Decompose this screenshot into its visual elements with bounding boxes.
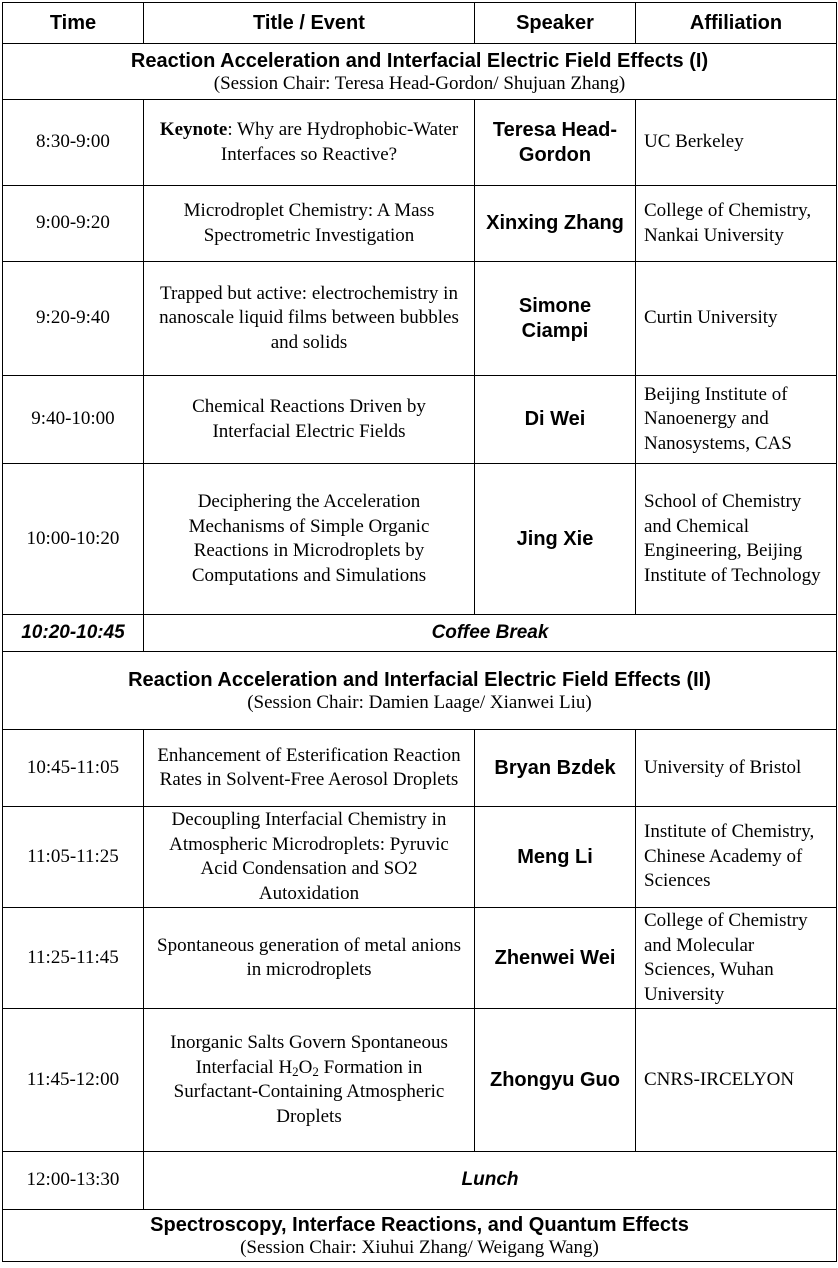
talk-title: Deciphering the Acceleration Mechanisms of Simple Organic Reactions in Microdroplets by Computations and Simulations — [144, 464, 475, 615]
talk-speaker: Xinxing Zhang — [475, 186, 636, 262]
table-row — [3, 807, 837, 908]
talk-affiliation: UC Berkeley — [636, 100, 837, 186]
talk-time: 11:05-11:25 — [3, 807, 144, 908]
talk-speaker: Zhenwei Wei — [475, 908, 636, 1009]
talk-title: Microdroplet Chemistry: A Mass Spectrometric Investigation — [144, 186, 475, 262]
session-title: Spectroscopy, Interface Reactions, and Quantum Effects — [150, 1213, 689, 1236]
talk-title: Trapped but active: electrochemistry in nanoscale liquid films between bubbles and solids — [144, 262, 475, 376]
talk-time: 11:25-11:45 — [3, 908, 144, 1009]
table-row — [3, 908, 837, 1009]
table-row — [3, 186, 837, 262]
talk-affiliation: College of Chemistry and Molecular Sciences, Wuhan University — [636, 908, 837, 1009]
table-row — [3, 1009, 837, 1152]
session-header-row — [3, 652, 837, 730]
talk-speaker: Zhongyu Guo — [475, 1009, 636, 1152]
session-header — [3, 44, 837, 100]
talk-affiliation: University of Bristol — [636, 730, 837, 807]
session-header-row — [3, 1210, 837, 1262]
talk-speaker: Jing Xie — [475, 464, 636, 615]
session-title: Reaction Acceleration and Interfacial Electric Field Effects (II) — [128, 668, 711, 691]
table-row — [3, 100, 837, 186]
header-speaker: Speaker — [475, 3, 636, 44]
talk-time: 11:45-12:00 — [3, 1009, 144, 1152]
break-time: 10:20-10:45 — [3, 615, 144, 652]
talk-affiliation: CNRS-IRCELYON — [636, 1009, 837, 1152]
talk-time: 9:40-10:00 — [3, 376, 144, 464]
talk-time: 10:45-11:05 — [3, 730, 144, 807]
talk-title-text: : Why are Hydrophobic-Water Interfaces so Reactive? — [220, 119, 459, 165]
talk-time: 8:30-9:00 — [3, 100, 144, 186]
talk-speaker: Teresa Head-Gordon — [475, 100, 636, 186]
schedule-table — [2, 2, 837, 1262]
header-time: Time — [3, 3, 144, 44]
table-row — [3, 464, 837, 615]
talk-title: Enhancement of Esterification Reaction Rates in Solvent-Free Aerosol Droplets — [144, 730, 475, 807]
talk-speaker: Meng Li — [475, 807, 636, 908]
talk-title: Decoupling Interfacial Chemistry in Atmospheric Microdroplets: Pyruvic Acid Condensation and SO2 Autoxidation — [144, 807, 475, 908]
session-title: Reaction Acceleration and Interfacial Electric Field Effects (I) — [130, 49, 709, 72]
talk-title — [144, 100, 475, 186]
talk-speaker: Di Wei — [475, 376, 636, 464]
talk-speaker: Simone Ciampi — [475, 262, 636, 376]
subscript: 2 — [292, 1063, 299, 1079]
keynote-label: Keynote — [159, 119, 228, 140]
talk-title-part: O — [298, 1056, 313, 1078]
session-chair: (Session Chair: Xiuhui Zhang/ Weigang Wang) — [240, 1236, 599, 1258]
talk-affiliation: College of Chemistry, Nankai University — [636, 186, 837, 262]
break-row — [3, 615, 837, 652]
break-row — [3, 1152, 837, 1210]
talk-speaker: Bryan Bzdek — [475, 730, 636, 807]
break-time: 12:00-13:30 — [3, 1152, 144, 1210]
talk-time: 9:00-9:20 — [3, 186, 144, 262]
talk-title: Spontaneous generation of metal anions in microdroplets — [144, 908, 475, 1009]
break-label: Coffee Break — [144, 615, 837, 652]
header-row — [3, 3, 837, 44]
header-affiliation: Affiliation — [636, 3, 837, 44]
talk-affiliation: Curtin University — [636, 262, 837, 376]
table-row — [3, 730, 837, 807]
talk-title — [144, 1009, 475, 1152]
talk-time: 10:00-10:20 — [3, 464, 144, 615]
session-chair: (Session Chair: Teresa Head-Gordon/ Shujuan Zhang) — [213, 72, 626, 94]
talk-title-part: Formation in Surfactant-Containing Atmospheric Droplets — [173, 1056, 445, 1127]
talk-affiliation: School of Chemistry and Chemical Engineering, Beijing Institute of Technology — [636, 464, 837, 615]
session-header-row — [3, 44, 837, 100]
talk-affiliation: Beijing Institute of Nanoenergy and Nanosystems, CAS — [636, 376, 837, 464]
break-label: Lunch — [144, 1152, 837, 1210]
table-row — [3, 376, 837, 464]
session-chair: (Session Chair: Damien Laage/ Xianwei Liu) — [247, 691, 592, 713]
session-header — [3, 1210, 837, 1262]
session-header — [3, 652, 837, 730]
header-title: Title / Event — [144, 3, 475, 44]
talk-time: 9:20-9:40 — [3, 262, 144, 376]
subscript: 2 — [312, 1063, 319, 1079]
table-row — [3, 262, 837, 376]
talk-title: Chemical Reactions Driven by Interfacial Electric Fields — [144, 376, 475, 464]
talk-affiliation: Institute of Chemistry, Chinese Academy of Sciences — [636, 807, 837, 908]
talk-title-part: Inorganic Salts Govern Spontaneous Interfacial H — [170, 1032, 448, 1078]
